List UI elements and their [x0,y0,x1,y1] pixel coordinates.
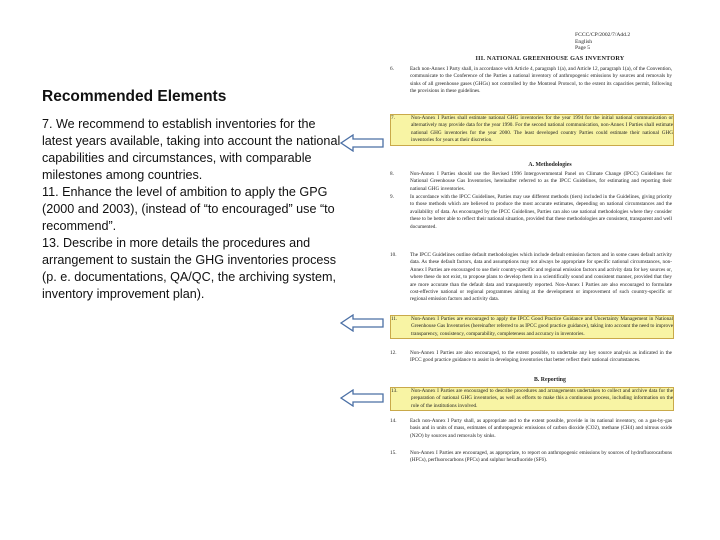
left-arrow-icon-11 [340,314,384,332]
left-arrow-icon-13 [340,389,384,407]
paragraph-8 [390,171,672,193]
paragraph-13-highlighted [390,387,674,411]
recommended-elements-panel [42,88,342,303]
paragraph-text: The IPCC Guidelines outline default methodologies which include default emission factors and in some cases default activity data. As these default factors, data and assumptions may not always be appropriate for specific national circumstances, non-Annex I Parties are encouraged to use their country-specific and regional emission factors and activity data for key sources or, where these do not exist, to propose plans to develop them in a scientifically sound and consistent manner, provided that they are more accurate than the default data and transparently reported. Non-Annex I Parties are also encouraged to formulate cost-effective national or regional programmes aiming at the development or improvement of such country-specific or regional emission factors and activity data. [410,252,672,303]
paragraph-15 [390,450,672,465]
paragraph-number: 11. [391,316,398,322]
paragraph-text: Each non-Annex I Party shall, as appropriate and to the extent possible, provide in its national inventory, on a gas-by-gas basis and in units of mass, estimates of anthropogenic emissions of carbon dioxide (CO2), methane (CH4) and nitrous oxide (N2O) by sources and removals by sinks. [410,418,672,439]
paragraph-text: Non-Annex I Parties should use the Revised 1996 Intergovernmental Panel on Climate Change (IPCC) Guidelines for National Greenhouse Gas Inventories, hereinafter referred to as the IPCC Guidelines, for estimating and reporting their national GHG inventories. [410,171,672,192]
paragraph-number: 6. [390,66,394,72]
document-page-number: Page 5 [575,45,591,52]
paragraph-number: 9. [390,194,394,200]
section-methodologies: A. Methodologies [528,162,572,168]
paragraph-text: Non-Annex I Parties are encouraged to describe procedures and arrangements undertaken to collect and archive data for the preparation of national GHG inventories, as well as efforts to make this a continuous process, including information on the role of the institutions involved. [411,388,673,409]
recommended-elements-heading: Recommended Elements [42,88,227,105]
document-page [385,30,720,540]
document-language: English [575,38,593,45]
paragraph-number: 14. [390,418,397,424]
paragraph-text: In accordance with the IPCC Guidelines, Parties may use different methods (tiers) included in the Guidelines, giving priority to those methods which are believed to produce the most accurate estimates, depending on national circumstances and the availability of data. As encouraged by the IPCC Guidelines, Parties can also use national methodologies where they consider these to be better able to reflect their national situation, provided that these methodologies are consistent, transparent and well documented. [410,194,672,230]
paragraph-14 [390,418,672,440]
recommendation-item-11: 11. Enhance the level of ambition to apply the GPG (2000 and 2003), (instead of “to encouraged” use “to recommend”. [42,185,335,233]
paragraph-number: 8. [390,171,394,177]
left-arrow-icon-7 [340,134,384,152]
paragraph-number: 7. [391,115,395,121]
paragraph-text: Non-Annex I Parties are encouraged, as appropriate, to report on anthropogenic emissions by sources of hydrofluorocarbons (HFCs), perfluorocarbons (PFCs) and sulphur hexafluoride (SF6). [410,450,672,464]
paragraph-number: 13. [391,388,398,394]
paragraph-number: 12. [390,350,397,356]
paragraph-9 [390,194,672,231]
document-header [575,32,630,52]
paragraph-text: Each non-Annex I Party shall, in accordance with Article 4, paragraph 1(a), and Article 12, paragraph 1(a), of the Convention, communicate to the Conference of the Parties a national inventory of anthropogenic emissions by sources and removals by sinks of all greenhouse gases (GHGs) not controlled by the Montreal Protocol, to the extent its capacities permit, following the provisions in these guidelines. [410,66,672,95]
paragraph-number: 10. [390,252,397,258]
paragraph-7-highlighted [390,114,674,146]
section-reporting: B. Reporting [534,377,566,383]
paragraph-11-highlighted [390,315,674,339]
paragraph-text: Non-Annex I Parties are encouraged to apply the IPCC Good Practice Guidance and Uncertainty Management in National Greenhouse Gas Inventories (hereinafter referred to as IPCC good practice guidance), taking into account the need to improve transparency, consistency, comparability, completeness and accuracy in inventories. [411,316,673,337]
paragraph-10 [390,252,672,304]
document-title: III. NATIONAL GREENHOUSE GAS INVENTORY [475,55,625,62]
document-symbol: FCCC/CP/2002/7/Add.2 [575,32,631,38]
paragraph-6 [390,66,672,96]
paragraph-12 [390,350,672,365]
paragraph-text: Non-Annex I Parties are also encouraged, to the extent possible, to undertake any key source analysis as indicated in the IPCC good practice guidance to assist in developing inventories that better reflect their national circumstances. [410,350,672,364]
paragraph-text: Non-Annex I Parties shall estimate national GHG inventories for the year 1994 for the initial national communication or alternatively may provide data for the year 1990. For the second national communication, non-Annex I Parties shall estimate national GHG inventories for the year 2000. The least developed country Parties could estimate their national GHG inventories for years at their discretion. [411,115,673,144]
paragraph-number: 15. [390,450,397,456]
recommendation-item-13: 13. Describe in more details the procedures and arrangement to sustain the GHG inventories process (p. e. documentations, QA/QC, the archiving system, inventory improvement plan). [42,236,336,301]
recommendation-item-7: 7. We recommend to establish inventories for the latest years available, taking into account the national capabilities and circumstances, with comparable milestones among countries. [42,117,341,182]
